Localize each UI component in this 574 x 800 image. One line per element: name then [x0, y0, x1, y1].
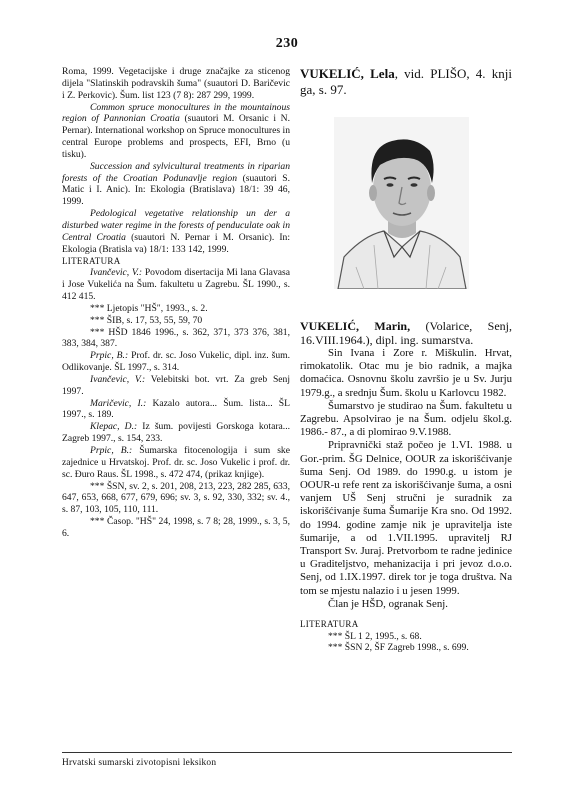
literature-item	[62, 445, 290, 481]
publication-title: Common spruce monocultures in the mountainous region of Pannonian Croatia	[62, 101, 290, 125]
entry-crossref: , vid. PLIŠO, 4. knji ga, s. 97.	[300, 66, 512, 97]
literature-item	[62, 267, 290, 303]
literature-text: Velebitski bot. vrt. Za greb Senj 1997.	[62, 373, 290, 397]
literature-text: *** HŠD 1846 1996., s. 362, 371, 373 376, 381, 383, 384, 387.	[62, 326, 290, 350]
literature-text: Povodom disertacija Mi lana Glavasa i Jose Vukelića na Šum. fakultetu u Zagrebu. ŠL 1990., s. 412 415.	[62, 267, 290, 303]
literature-item	[62, 398, 290, 422]
page-number: 230	[275, 36, 299, 51]
literature-text: Prof. dr. sc. Joso Vukelic, dipl. inz. šum. Odlikovanje. ŠL 1997., s. 314.	[62, 350, 290, 374]
literature-heading: LITERATURA	[62, 255, 121, 266]
entry-name: VUKELIĆ, Lela	[300, 66, 395, 81]
publication-title: Pedological vegetative relationship un der a disturbed water regime in the forests of penduculate oak in Central Croatia	[62, 208, 290, 243]
literature-author: Klepac, D.:	[90, 421, 138, 433]
publication-entry	[62, 102, 290, 161]
literature-item	[62, 481, 290, 517]
literature-item	[62, 421, 290, 445]
literature-item	[62, 327, 290, 351]
publication-details: (suautori S. Matic i I. Anic). In: Ekologia (Bratislava) 18/1: 39 46, 1999.	[62, 172, 290, 208]
literature-author: Ivančevic, V.:	[90, 267, 143, 279]
literature-item	[62, 303, 290, 315]
publication-title: Succession and sylvicultural treatments in riparian forests of the Croatian Podunavlje region	[62, 160, 290, 184]
literature-author: Ivančevic, V.:	[90, 373, 146, 385]
literature-text: *** ŠSN, sv. 2, s. 201, 208, 213, 223, 282 285, 633, 647, 653, 668, 677, 679, 696; sv. 3, s. 92, 330, 332; sv. 4., s. 87, 103, 105, 110, 111.	[62, 480, 290, 516]
literature-text: Šumarska fitocenologija i sum ske zajednice u Hrvatskoj. Prof. dr. sc. Joso Vukelic i prof. dr. sc. Đuro Raus. ŠL 1998., s. 472 474, (prikaz knjige).	[62, 445, 290, 480]
literature-author: Prpic, B.:	[90, 445, 133, 456]
entry-name: VUKELIĆ, Marin,	[300, 319, 411, 333]
entry-marin	[300, 319, 512, 611]
literature-author: Prpic, B.:	[90, 350, 129, 362]
entry-birth-info: (Volarice, Senj, 16.VIII.1964.), dipl. ing. sumarstva.	[300, 319, 513, 347]
literature-author: Maričevic, I.:	[90, 397, 147, 409]
literature-item	[62, 350, 290, 374]
publication-entry	[62, 161, 290, 208]
right-literature	[300, 619, 512, 654]
biography-paragraph: Šumarstvo je studirao na Šum. fakultetu u Zagrebu. Apsolvirao je na Šum. odjelu škol.g. 1986.- 87., a di plomirao 9.V.1988.	[300, 399, 512, 439]
footer-divider	[62, 752, 512, 753]
portrait-image	[334, 117, 469, 289]
left-column	[62, 66, 290, 540]
biography-paragraph: Pripravnički staž počeo je 1.VI. 1988. u Gor.-prim. ŠG Delnice, OOUR za iskorišćivanje šuma Senj. Od 1989. do 1990.g. u istom je OOUR-u refe rent za iskorišćivanje šuma, a osni vanjem UŠ Senj stručni je suradnik za iskorišćivanje šuma Šumarije Kra sno. Od 1992. do 1994. godine zamje nik je upravitelja iste šumarije, a od 1.VII.1995. upravitelj RJ Transport Sv. Juraj. Pretvorbom te radne jedinice u Graditeljstvo, mehanizacija i pri jevoz d.o.o. Senj, od 1.IX.1997. direk tor je toga društva. Na tom se mjestu nalazio i u jesen 1999.	[300, 439, 512, 597]
right-column	[300, 66, 512, 654]
biography-paragraph: Član je HŠD, ogranak Senj.	[328, 597, 448, 610]
continuation-paragraph: Roma, 1999. Vegetacijske i druge značajke za sticenog dijela "Slatinskih podravskih šuma" (suautori D. Baričevic i Z. Perkovic). Šum. list 123 (7 8): 287 299, 1999.	[62, 66, 290, 101]
publication-entry	[62, 208, 290, 255]
portrait-photo	[334, 117, 469, 289]
entry-heading	[300, 319, 512, 347]
literature-item: *** ŠSN 2, ŠF Zagreb 1998., s. 699.	[328, 642, 469, 654]
publication-details: (suautori M. Orsanic i N. Pernar). International workshop on Spruce monocultures in central Europe problems and prospects, EFI, Brno (u tisku).	[62, 113, 290, 160]
biography-paragraph: Sin Ivana i Zore r. Miškulin. Hrvat, rimokatolik. Otac mu je bio radnik, a majka domaćica. Osnovnu školu završio je u Sv. Jurju 1979.g., a srednju Šum. školu u Karlovcu 1982.	[300, 347, 512, 399]
literature-heading: LITERATURA	[300, 619, 359, 630]
footer-title: Hrvatski sumarski zivotopisni leksikon	[62, 758, 217, 768]
literature-item	[62, 516, 290, 540]
publication-details: (suautori N. Pernar i M. Orsanic). In: Ekologia (Bratisla va) 18/1: 133 142, 1999.	[62, 231, 291, 255]
literature-item: *** ŠL 1 2, 1995., s. 68.	[328, 630, 422, 642]
literature-text: *** Časop. "HŠ" 24, 1998, s. 7 8; 28, 1999., s. 3, 5, 6.	[62, 516, 290, 539]
literature-text: Iz šum. povijesti Gorskoga kotara... Zagreb 1997., s. 154, 233.	[62, 421, 290, 445]
literature-text: Kazalo autora... Šum. lista... ŠL 1997., s. 189.	[62, 397, 290, 421]
literature-item	[62, 374, 290, 398]
literature-text: *** ŠIB, s. 17, 53, 55, 59, 70	[90, 314, 203, 326]
entry-lela	[300, 66, 512, 97]
literature-text: *** Ljetopis "HŠ", 1993., s. 2.	[90, 302, 208, 314]
literature-item	[62, 315, 290, 327]
